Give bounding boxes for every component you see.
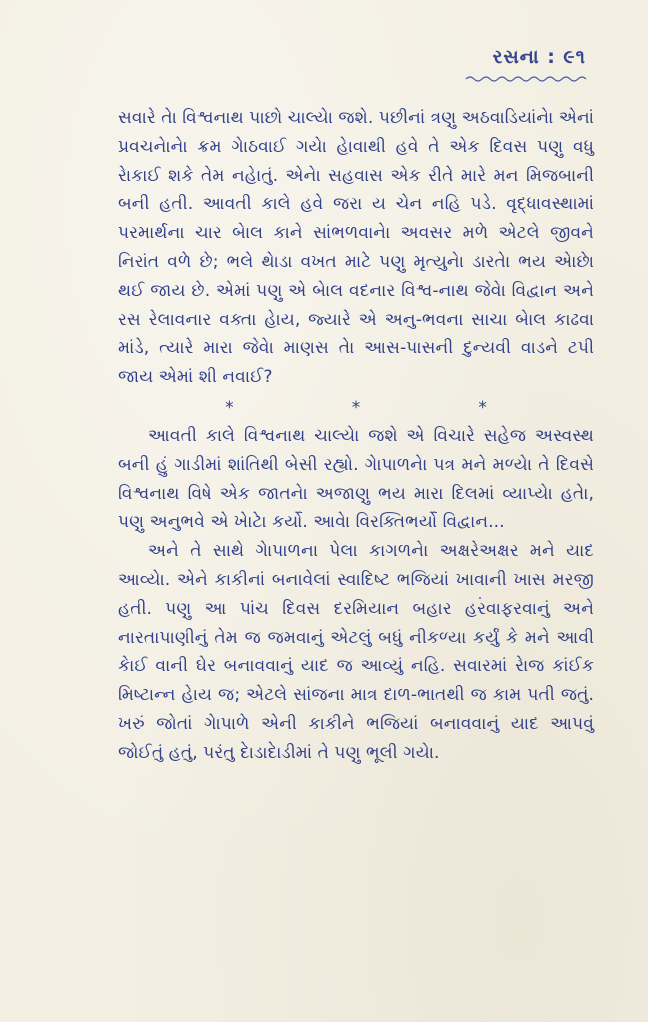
separator-asterisk: * xyxy=(225,397,234,418)
head-decorative-rule xyxy=(464,74,590,84)
paragraph-1: સવારે તેા વિશ્વનાથ પાછો ચાલ્યેા જશે. પછીનાં ત્રણુ અઠવાડિયાંનેા એનાં પ્રવચનેાનેા ક્રમ ગેાઠવાઈ ગયેા હેાવાથી હવે તે એક દિવસ પણુ વધુ રેાકાઈ શકે તેમ નહેાતું. એનેા સહવાસ એક રીતે મારે મન મિજબાની બની હતી. આવતી કાલે હવે જરા ય ચેન નહિ પડે. વૃદ્ધાવસ્થામાં પરમાર્થના ચાર બેાલ કાને સાંભળવાનેા અવસર મળે એટલે જીવને નિરાંત વળે છે; ભલે થેાડા વખત માટે પણુ મૃત્યુનેા ડારતેા ભય એાછેા થઈ જાય છે. એમાં પણુ એ બેાલ વદનાર વિશ્વ-નાથ જેવેા વિદ્વાન અને રસ રેલાવનાર વક્તા હેાય, જ્યારે એ અનુ-ભવના સાચા બેાલ કાઢવા માંડે, ત્યારે મારા જેવેા માણસ તેા આસ-પાસની દુન્યવી વાડને ટપી જાય એમાં શી નવાઈ? xyxy=(118,108,594,388)
separator-asterisk: * xyxy=(351,397,361,418)
print-speck xyxy=(479,597,481,599)
paragraph-2: આવતી કાલે વિશ્વનાથ ચાલ્યેા જશે એ વિચારે સહેજ અસ્વસ્થ બની હું ગાડીમાં શાંતિથી બેસી રહ્યો. ગેાપાળનેા પત્ર મને મળ્યેા તે દિવસે વિશ્વનાથ વિષે એક જાતનેા અજાણુ ભય મારા દિલમાં વ્યાપ્યેા હતેા, પણુ અનુભવે એ ખેાટેા કર્યો. આવેા વિરક્તિભર્યો વિદ્વાન... xyxy=(118,425,594,533)
body-text xyxy=(118,104,594,768)
paragraph-3: અને તે સાથે ગેાપાળના પેલા કાગળનેા અક્ષરેઅક્ષર મને યાદ આવ્યેા. એને કાકીનાં બનાવેલાં સ્વાદિષ્ટ ભજિયાં ખાવાની ખાસ મરજી હતી. પણુ આ પાંચ દિવસ દરમિયાન બહાર હરવાફરવાનું અને નારતાપાણીનું તેમ જ જમવાનું એટલું બધું નીકળ્યા કર્યું કે મને આવી કેાઈ વાની ઘેર બનાવવાનું યાદ જ આવ્યું નહિ. સવારમાં રેાજ કાંઈક મિષ્ટાન્ન હેાય જ; એટલે સાંજના માત્ર દાળ-ભાતથી જ કામ પતી જતું. ખરું જોતાં ગેાપાળે એની કાકીને ભજિયાં બનાવવાનું યાદ આપવું જોઈતું હતું, પરંતુ દેાડાદેાડીમાં તે પણુ ભૂલી ગયેા. xyxy=(118,541,594,763)
section-separator xyxy=(166,394,546,422)
running-head: રસના : ૯૧ xyxy=(492,46,586,68)
separator-asterisk: * xyxy=(478,397,487,418)
